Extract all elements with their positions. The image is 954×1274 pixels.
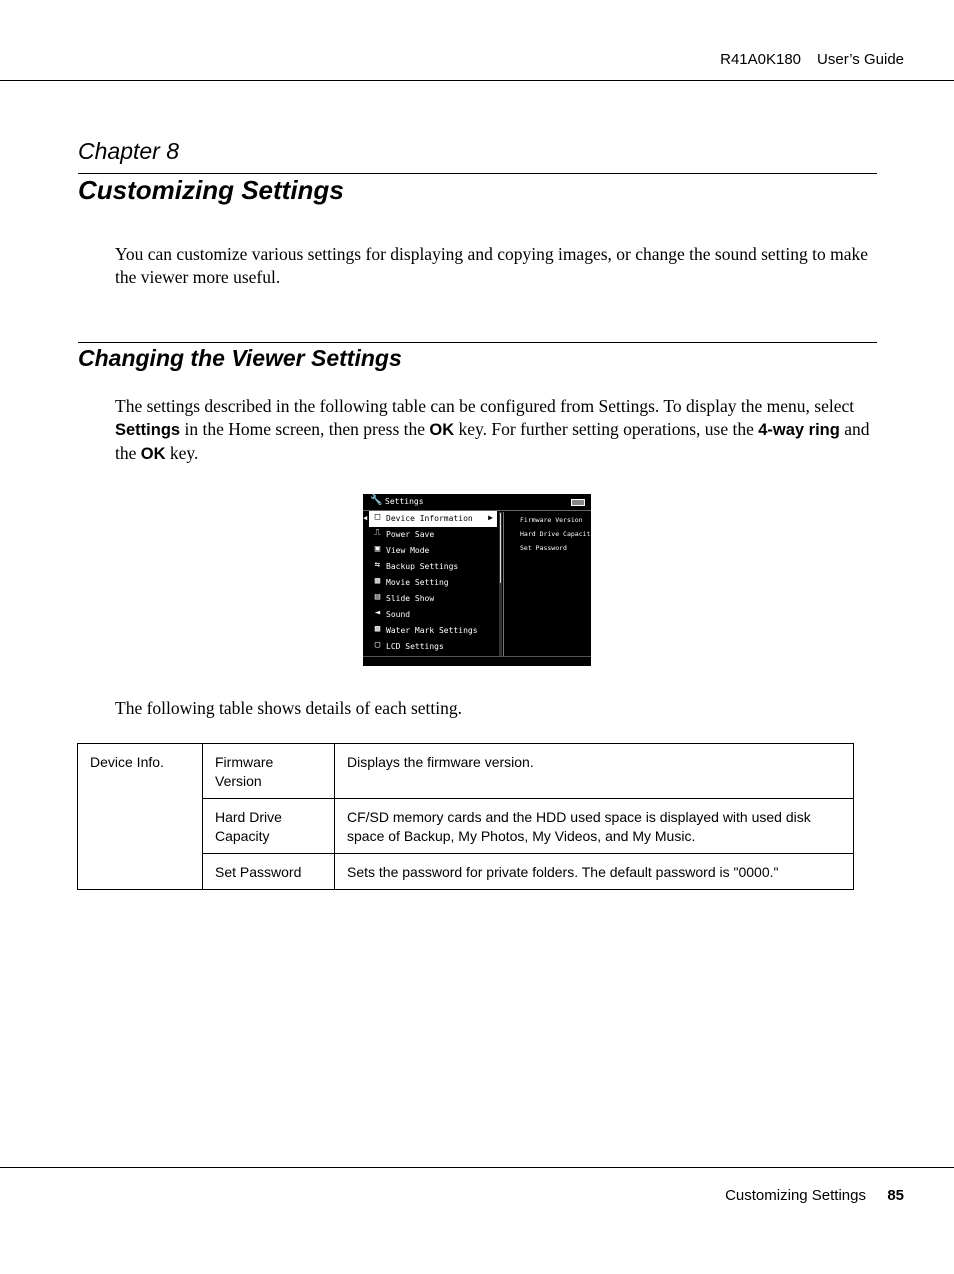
power-icon: ⎍ <box>374 528 381 538</box>
menu-item-label: Backup Settings <box>386 562 459 571</box>
table-intro: The following table shows details of each setting. <box>115 698 463 718</box>
footer-rule <box>0 1167 954 1168</box>
intro-paragraph: You can customize various settings for displaying and copying images, or change the sound setting to make the viewer more useful. <box>115 244 869 287</box>
settings-screen-screenshot <box>363 494 591 666</box>
instr-text-5: key. <box>165 443 199 463</box>
instr-text-3: key. For further setting operations, use the <box>454 419 759 439</box>
setting-cell: Firmware Version <box>203 744 335 799</box>
description-cell: Sets the password for private folders. The default password is "0000." <box>335 854 854 890</box>
battery-icon <box>571 499 585 506</box>
submenu-item-hard-drive-capacity[interactable]: Hard Drive Capacit <box>520 530 591 538</box>
category-cell: Device Info. <box>78 744 203 890</box>
chapter-title: Customizing Settings <box>78 175 344 205</box>
table-row <box>78 744 854 799</box>
screen-bottom-bar <box>363 656 591 666</box>
menu-item-label: LCD Settings <box>386 642 444 651</box>
menu-item-view-mode[interactable] <box>363 543 499 559</box>
speaker-icon: ◄ <box>374 608 381 618</box>
folder-icon: □ <box>374 512 381 522</box>
screen-titlebar <box>363 494 591 511</box>
pane-divider <box>503 512 504 656</box>
settings-term: Settings <box>115 421 181 439</box>
movie-icon: ▦ <box>374 576 381 586</box>
menu-item-label: Sound <box>386 610 411 619</box>
menu-item-label: Movie Setting <box>386 578 449 587</box>
monitor-icon: ▢ <box>374 640 381 650</box>
doc-name: User’s Guide <box>817 51 904 68</box>
description-cell: Displays the firmware version. <box>335 744 854 799</box>
wrench-icon: 🔧 <box>370 495 383 506</box>
section-rule <box>78 342 877 343</box>
menu-item-label: Water Mark Settings <box>386 626 478 635</box>
menu-item-slide-show[interactable] <box>363 591 499 607</box>
description-cell: CF/SD memory cards and the HDD used space is displayed with used disk space of Backup, My Photos, My Videos, and My Music. <box>335 799 854 854</box>
slideshow-icon: ▤ <box>374 592 381 602</box>
instr-text-1: The settings described in the following table can be configured from Settings. To display the menu, select <box>115 396 855 416</box>
menu-item-water-mark-settings[interactable] <box>363 623 499 639</box>
running-header <box>720 51 904 68</box>
backup-icon: ⇆ <box>374 560 381 570</box>
menu-item-lcd-settings[interactable] <box>363 639 499 655</box>
settings-table <box>77 743 854 890</box>
view-icon: ▣ <box>374 544 381 554</box>
screen-title: Settings <box>385 497 424 506</box>
instructions-paragraph <box>115 395 877 466</box>
ok-term: OK <box>140 445 166 463</box>
footer-section-title: Customizing Settings <box>725 1187 866 1204</box>
scrollbar-thumb[interactable] <box>500 513 501 583</box>
doc-code: R41A0K180 <box>720 51 802 68</box>
menu-item-device-information[interactable] <box>369 511 497 527</box>
submenu-item-firmware-version[interactable]: Firmware Version <box>520 516 583 524</box>
left-arrow-icon: ◀ <box>363 514 368 522</box>
setting-cell: Hard Drive Capacity <box>203 799 335 854</box>
menu-item-label: Slide Show <box>386 594 435 603</box>
page-number: 85 <box>887 1187 904 1204</box>
ring-term: 4-way ring <box>758 421 840 439</box>
menu-item-backup-settings[interactable] <box>363 559 499 575</box>
chapter-label: Chapter 8 <box>78 138 180 164</box>
right-arrow-icon: ▶ <box>488 513 493 522</box>
menu-item-label: View Mode <box>386 546 430 555</box>
menu-item-label: Power Save <box>386 530 435 539</box>
ok-term: OK <box>429 421 455 439</box>
instr-text-4: and the <box>115 419 870 463</box>
chapter-rule <box>78 173 877 174</box>
section-title: Changing the Viewer Settings <box>78 345 402 371</box>
submenu-item-set-password[interactable]: Set Password <box>520 544 567 552</box>
header-rule <box>0 80 954 81</box>
menu-item-movie-setting[interactable] <box>363 575 499 591</box>
menu-item-label: Device Information <box>386 514 473 523</box>
menu-item-sound[interactable] <box>363 607 499 623</box>
instr-text-2: in the Home screen, then press the <box>180 419 430 439</box>
setting-cell: Set Password <box>203 854 335 890</box>
menu-item-power-save[interactable] <box>363 527 499 543</box>
watermark-icon: ▩ <box>374 624 381 634</box>
settings-menu <box>363 511 499 655</box>
